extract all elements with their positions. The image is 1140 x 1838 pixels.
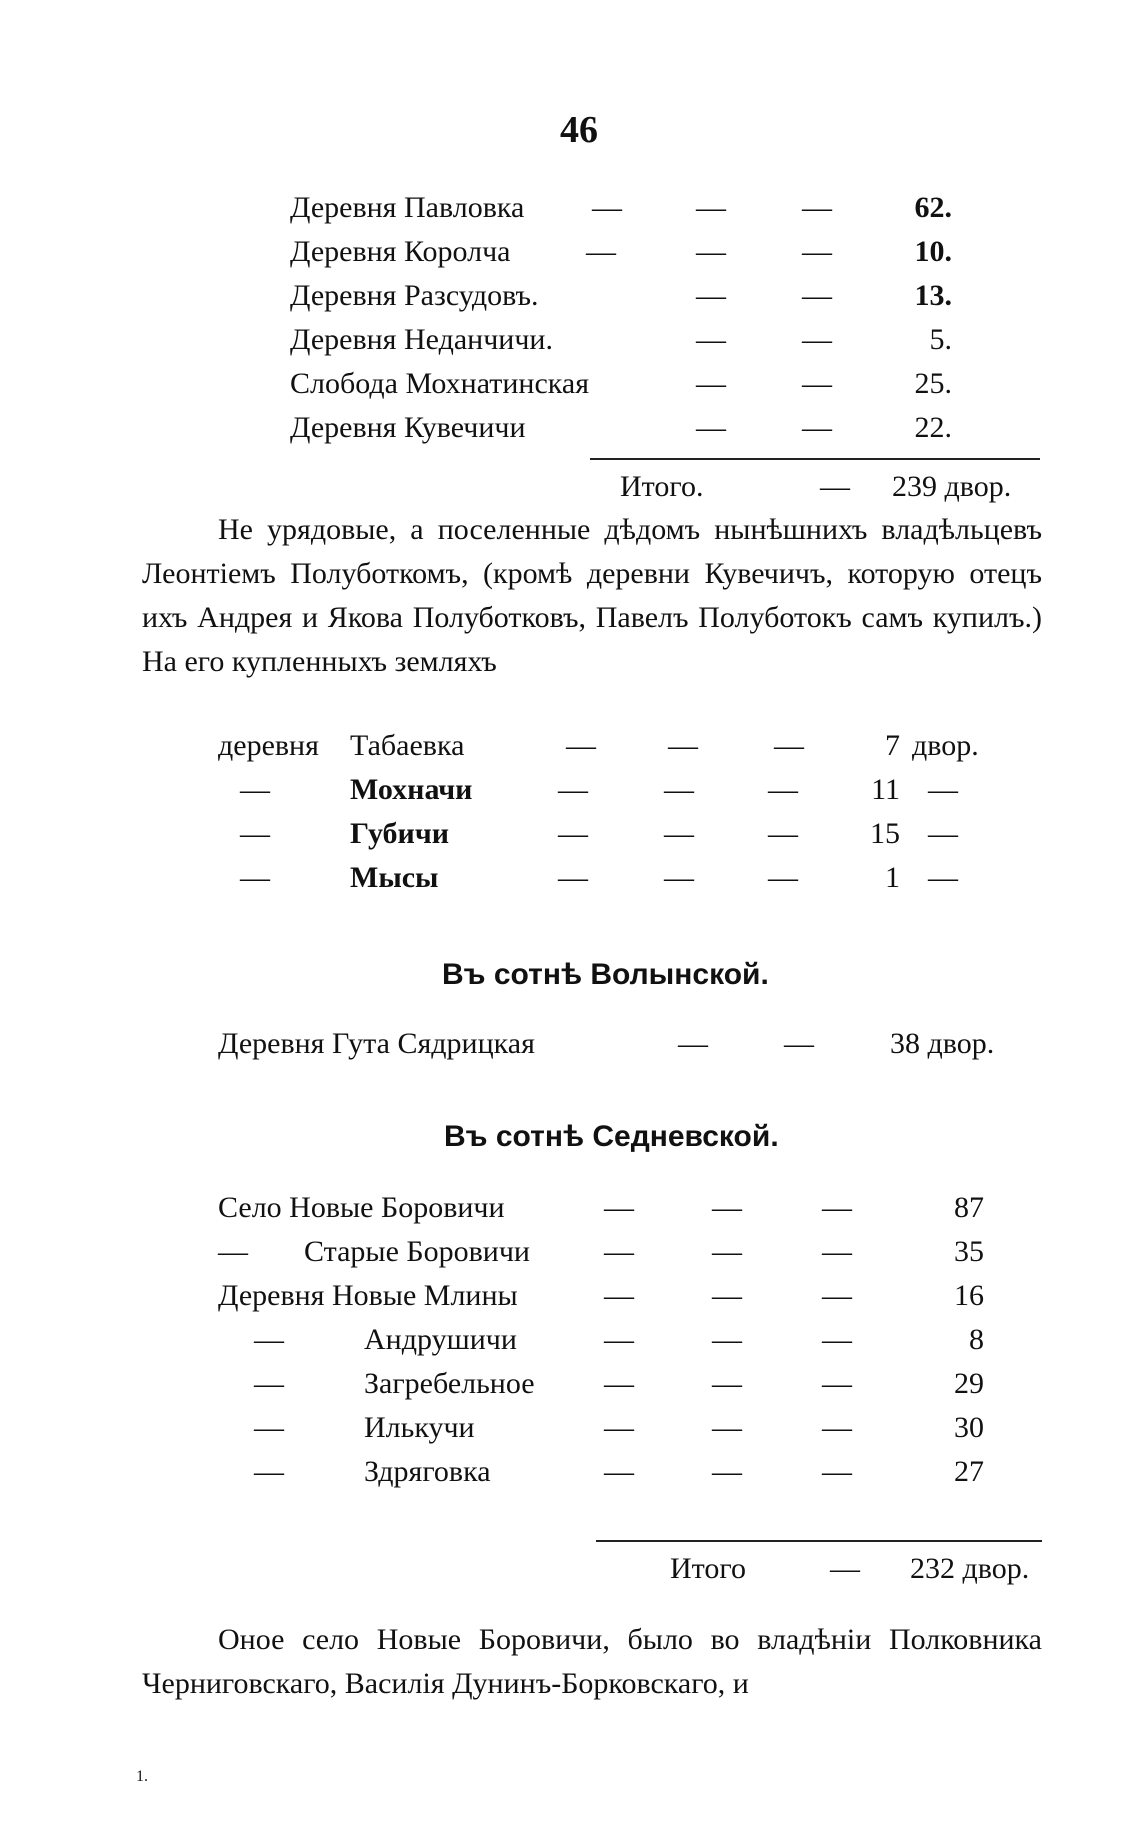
row-count: 8 bbox=[969, 1323, 984, 1356]
row-unit: — bbox=[928, 773, 958, 806]
table-row bbox=[218, 814, 1018, 854]
table-row bbox=[290, 232, 1020, 272]
row-dash: — bbox=[696, 279, 726, 312]
table-row bbox=[218, 858, 1018, 898]
row-name: Загребельное bbox=[364, 1367, 535, 1400]
total-value: 239 двор. bbox=[892, 470, 1012, 503]
row-dash: — bbox=[822, 1455, 852, 1488]
row-dash: — bbox=[604, 1455, 634, 1488]
table-row bbox=[218, 1452, 998, 1492]
paragraph-2: Оное село Новые Боровичи, было во владѣніи Полковника Черниговскаго, Василія Дунинъ-Борковскаго, и bbox=[142, 1623, 1042, 1700]
table-row bbox=[218, 770, 1018, 810]
row-count: 1 bbox=[885, 861, 900, 894]
row-name: Здряговка bbox=[364, 1455, 491, 1488]
table-row bbox=[218, 1232, 998, 1272]
row-dash: — bbox=[604, 1367, 634, 1400]
row-count: 5. bbox=[929, 323, 952, 356]
table-row bbox=[218, 726, 1018, 766]
row-dash: — bbox=[712, 1235, 742, 1268]
total-rule bbox=[590, 458, 1040, 460]
row-count: 11 bbox=[871, 773, 900, 806]
row-value: 38 двор. bbox=[890, 1027, 995, 1060]
table-row bbox=[218, 1188, 998, 1228]
row-name: Деревня Новые Млины bbox=[218, 1279, 518, 1312]
row-dash: — bbox=[566, 729, 596, 762]
row-dash: — bbox=[712, 1367, 742, 1400]
total-label: Итого bbox=[670, 1552, 746, 1585]
table-row bbox=[290, 364, 1020, 404]
total-dash: — bbox=[830, 1552, 860, 1585]
row-dash: — bbox=[696, 191, 726, 224]
row-dash: — bbox=[604, 1323, 634, 1356]
row-dash: — bbox=[822, 1411, 852, 1444]
row-dash: — bbox=[768, 773, 798, 806]
row-dash: — bbox=[678, 1027, 708, 1060]
row-dash: — bbox=[604, 1191, 634, 1224]
table-row bbox=[290, 320, 1020, 360]
row-count: 7 bbox=[885, 729, 900, 762]
row-dash: — bbox=[822, 1323, 852, 1356]
row-unit: двор. bbox=[912, 729, 979, 762]
row-prefix: — bbox=[254, 1455, 284, 1488]
row-dash: — bbox=[696, 411, 726, 444]
row-dash: — bbox=[604, 1411, 634, 1444]
row-name: Андрушичи bbox=[364, 1323, 517, 1356]
row-count: 62. bbox=[914, 191, 952, 224]
row-unit: — bbox=[928, 861, 958, 894]
row-name: Деревня Гута Сядрицкая bbox=[218, 1027, 535, 1060]
row-name: Деревня Павловка bbox=[290, 191, 525, 224]
row-dash: — bbox=[768, 817, 798, 850]
row-count: 27 bbox=[954, 1455, 984, 1488]
row-dash: — bbox=[664, 861, 694, 894]
row-dash: — bbox=[668, 729, 698, 762]
table-row bbox=[218, 1320, 998, 1360]
row-count: 10. bbox=[914, 235, 952, 268]
total-label: Итого. bbox=[620, 470, 704, 503]
row-dash: — bbox=[822, 1279, 852, 1312]
row-prefix: — bbox=[218, 1235, 248, 1268]
row-unit: — bbox=[928, 817, 958, 850]
row-dash: — bbox=[712, 1455, 742, 1488]
row-dash: — bbox=[712, 1191, 742, 1224]
row-prefix: — bbox=[254, 1411, 284, 1444]
row-count: 35 bbox=[954, 1235, 984, 1268]
row-dash: — bbox=[712, 1323, 742, 1356]
table-row bbox=[218, 1408, 998, 1448]
row-name: Деревня Кувечичи bbox=[290, 411, 526, 444]
row-dash: — bbox=[822, 1235, 852, 1268]
row-dash: — bbox=[712, 1279, 742, 1312]
row-count: 15 bbox=[870, 817, 900, 850]
row-dash: — bbox=[604, 1279, 634, 1312]
total-rule bbox=[596, 1540, 1042, 1542]
row-dash: — bbox=[712, 1411, 742, 1444]
row-count: 87 bbox=[954, 1191, 984, 1224]
row-count: 29 bbox=[954, 1367, 984, 1400]
row-prefix: — bbox=[240, 817, 270, 850]
row-dash: — bbox=[696, 323, 726, 356]
row-name: Село Новые Боровичи bbox=[218, 1191, 505, 1224]
row-dash: — bbox=[774, 729, 804, 762]
row-dash: — bbox=[664, 817, 694, 850]
row-dash: — bbox=[592, 191, 622, 224]
row-dash: — bbox=[802, 367, 832, 400]
row-count: 13. bbox=[914, 279, 952, 312]
row-dash: — bbox=[768, 861, 798, 894]
row-dash: — bbox=[586, 235, 616, 268]
row-dash: — bbox=[558, 861, 588, 894]
row-dash: — bbox=[558, 817, 588, 850]
row-dash: — bbox=[784, 1027, 814, 1060]
row-name: Слобода Мохнатинская bbox=[290, 367, 590, 400]
table-row bbox=[218, 1024, 1038, 1064]
row-name: Мысы bbox=[350, 861, 439, 894]
row-prefix: — bbox=[240, 861, 270, 894]
row-name: Губичи bbox=[350, 817, 450, 850]
row-prefix: — bbox=[254, 1367, 284, 1400]
row-dash: — bbox=[558, 773, 588, 806]
row-dash: — bbox=[802, 411, 832, 444]
row-prefix: — bbox=[240, 773, 270, 806]
row-dash: — bbox=[802, 279, 832, 312]
table-row bbox=[218, 1364, 998, 1404]
section-heading-sedniv: Въ сотнѣ Седневской. bbox=[444, 1120, 779, 1153]
row-count: 16 bbox=[954, 1279, 984, 1312]
row-dash: — bbox=[822, 1191, 852, 1224]
row-count: 25. bbox=[914, 367, 952, 400]
row-prefix: — bbox=[254, 1323, 284, 1356]
row-dash: — bbox=[696, 367, 726, 400]
row-dash: — bbox=[696, 235, 726, 268]
section-heading-volyn: Въ сотнѣ Волынской. bbox=[442, 958, 769, 991]
row-name: Мохначи bbox=[350, 773, 473, 806]
row-name: Деревня Разсудовъ. bbox=[290, 279, 539, 312]
footer-mark: 1. bbox=[136, 1768, 148, 1785]
row-dash: — bbox=[664, 773, 694, 806]
row-dash: — bbox=[802, 191, 832, 224]
row-name: Старые Боровичи bbox=[304, 1235, 530, 1268]
table-row bbox=[218, 1276, 998, 1316]
row-count: 22. bbox=[914, 411, 952, 444]
row-dash: — bbox=[802, 323, 832, 356]
row-name: Деревня Королча bbox=[290, 235, 511, 268]
row-dash: — bbox=[604, 1235, 634, 1268]
row-prefix: деревня bbox=[218, 729, 319, 762]
row-name: Табаевка bbox=[350, 729, 465, 762]
total-dash: — bbox=[820, 470, 850, 503]
table-row bbox=[290, 188, 1020, 228]
row-count: 30 bbox=[954, 1411, 984, 1444]
table-row bbox=[290, 276, 1020, 316]
table-row bbox=[290, 408, 1020, 448]
total-value: 232 двор. bbox=[910, 1552, 1030, 1585]
row-dash: — bbox=[822, 1367, 852, 1400]
row-name: Илькучи bbox=[364, 1411, 475, 1444]
paragraph-1: Не урядовые, а поселенные дѣдомъ нынѣшнихъ владѣльцевъ Леонтіемъ Полуботкомъ, (кромѣ деревни Кувечичъ, которую отецъ ихъ Андрея и Якова Полуботковъ, Павелъ Полуботокъ самъ купилъ.) На его купленныхъ земляхъ bbox=[142, 513, 1042, 678]
page-number: 46 bbox=[560, 109, 598, 151]
row-dash: — bbox=[802, 235, 832, 268]
row-name: Деревня Неданчичи. bbox=[290, 323, 553, 356]
